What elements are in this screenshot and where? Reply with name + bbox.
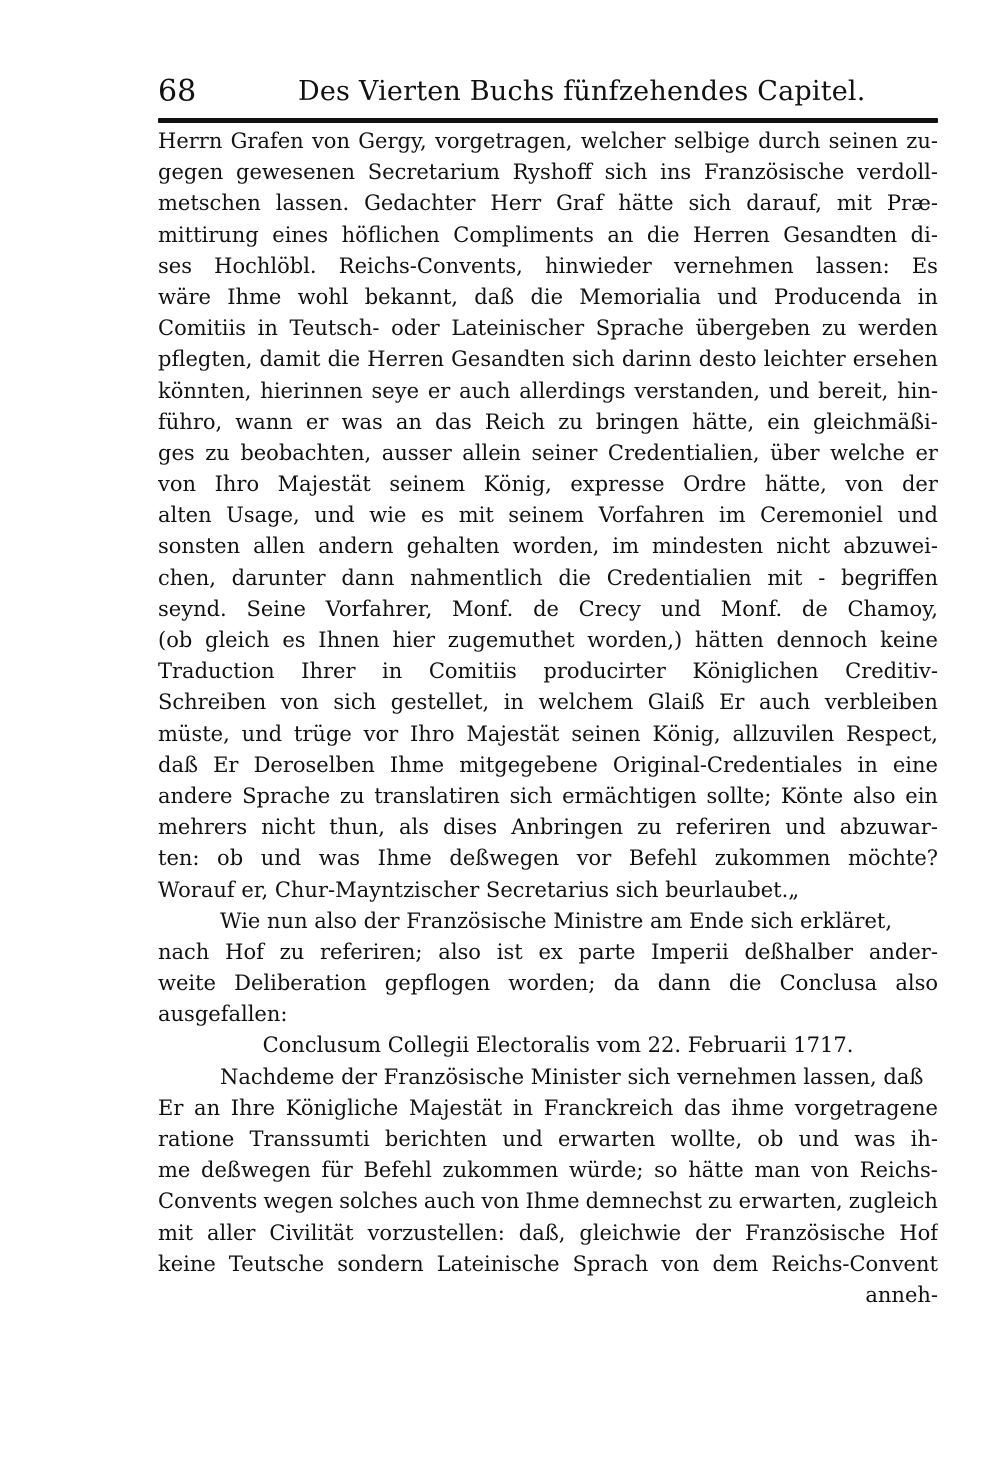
text-line: ges zu beobachten, ausser allein seiner Credentialien, über welche er <box>158 440 938 465</box>
text-line: anneh- <box>865 1282 938 1307</box>
text-line: mittirung eines höflichen Compliments an die Herren Gesandten di- <box>158 222 938 247</box>
text-line: me deßwegen für Befehl zukommen würde; so hätte man von Reichs- <box>158 1158 938 1183</box>
text-line: von Ihro Majestät seinem König, expresse Ordre hätte, von der <box>158 472 938 497</box>
chapter-heading: Des Vierten Buchs fünfzehendes Capitel. <box>298 76 866 107</box>
text-line: wäre Ihme wohl bekannt, daß die Memorialia und Producenda in <box>158 284 938 309</box>
text-line: Conclusum Collegii Electoralis vom 22. Februarii 1717. <box>262 1033 854 1058</box>
text-line: nach Hof zu referiren; also ist ex parte Imperii deßhalber ander- <box>158 939 938 964</box>
text-line: chen, darunter dann nahmentlich die Credentialien mit - begriffen <box>158 565 938 590</box>
text-line: ausgefallen: <box>158 1002 288 1027</box>
text-line: ten: ob und was Ihme deßwegen vor Befehl zukommen möchte? <box>158 846 938 871</box>
text-line: metschen lassen. Gedachter Herr Graf hätte sich darauf, mit Præ- <box>158 191 938 216</box>
text-line: seynd. Seine Vorfahrer, Monf. de Crecy und Monf. de Chamoy, <box>158 596 938 621</box>
text-line: (ob gleich es Ihnen hier zugemuthet worden,) hätten dennoch keine <box>158 628 938 652</box>
body-text <box>158 126 938 1311</box>
text-line: Worauf er, Chur-Mayntzischer Secretarius sich beurlaubet.„ <box>158 877 800 902</box>
text-line: keine Teutsche sondern Lateinische Sprach von dem Reichs-Convent <box>158 1251 938 1276</box>
text-line: pflegten, damit die Herren Gesandten sich darinn desto leichter ersehen <box>158 347 938 372</box>
text-line: Comitiis in Teutsch- oder Lateinischer Sprache übergeben zu werden <box>158 316 938 341</box>
text-line: mehrers nicht thun, als dises Anbringen zu referiren und abzuwar- <box>158 815 938 840</box>
text-line: andere Sprache zu translatiren sich ermächtigen sollte; Könte also ein <box>158 783 938 808</box>
text-line: ratione Transsumti berichten und erwarten wollte, ob und was ih- <box>158 1127 938 1151</box>
text-line: weite Deliberation gepflogen worden; da dann die Conclusa also <box>158 971 938 996</box>
text-line: Wie nun also der Französische Ministre am Ende sich erkläret, <box>220 908 893 933</box>
text-line: alten Usage, und wie es mit seinem Vorfahren im Ceremoniel und <box>158 503 938 528</box>
text-line: Er an Ihre Königliche Majestät in Franckreich das ihme vorgetragene <box>158 1095 938 1120</box>
text-line: Schreiben von sich gestellet, in welchem Glaiß Er auch verbleiben <box>158 690 938 715</box>
text-line: könnten, hierinnen seye er auch allerdings verstanden, und bereit, hin- <box>158 378 938 403</box>
text-line: Herrn Grafen von Gergy, vorgetragen, welcher selbige durch seinen zu- <box>158 129 938 153</box>
header-rule <box>158 118 938 123</box>
text-line: müste, und trüge vor Ihro Majestät seinen König, allzuvilen Respect, <box>158 721 938 746</box>
text-line: Nachdeme der Französische Minister sich vernehmen lassen, daß <box>220 1064 924 1089</box>
text-line: Convents wegen solches auch von Ihme demnechst zu erwarten, zugleich <box>158 1189 938 1214</box>
page-number: 68 <box>158 74 197 109</box>
text-line: Traduction Ihrer in Comitiis producirter Königlichen Creditiv- <box>158 659 938 684</box>
text-line: gegen gewesenen Secretarium Ryshoff sich ins Französische verdoll- <box>158 160 938 185</box>
text-line: sonsten allen andern gehalten worden, im mindesten nicht abzuwei- <box>158 534 938 559</box>
text-line: daß Er Deroselben Ihme mitgegebene Original-Credentiales in eine <box>158 752 938 777</box>
text-line: ses Hochlöbl. Reichs-Convents, hinwieder vernehmen lassen: Es <box>158 253 938 278</box>
text-line: mit aller Civilität vorzustellen: daß, gleichwie der Französische Hof <box>158 1220 938 1245</box>
running-head <box>158 72 938 112</box>
text-line: führo, wann er was an das Reich zu bringen hätte, ein gleichmäßi- <box>158 409 938 434</box>
